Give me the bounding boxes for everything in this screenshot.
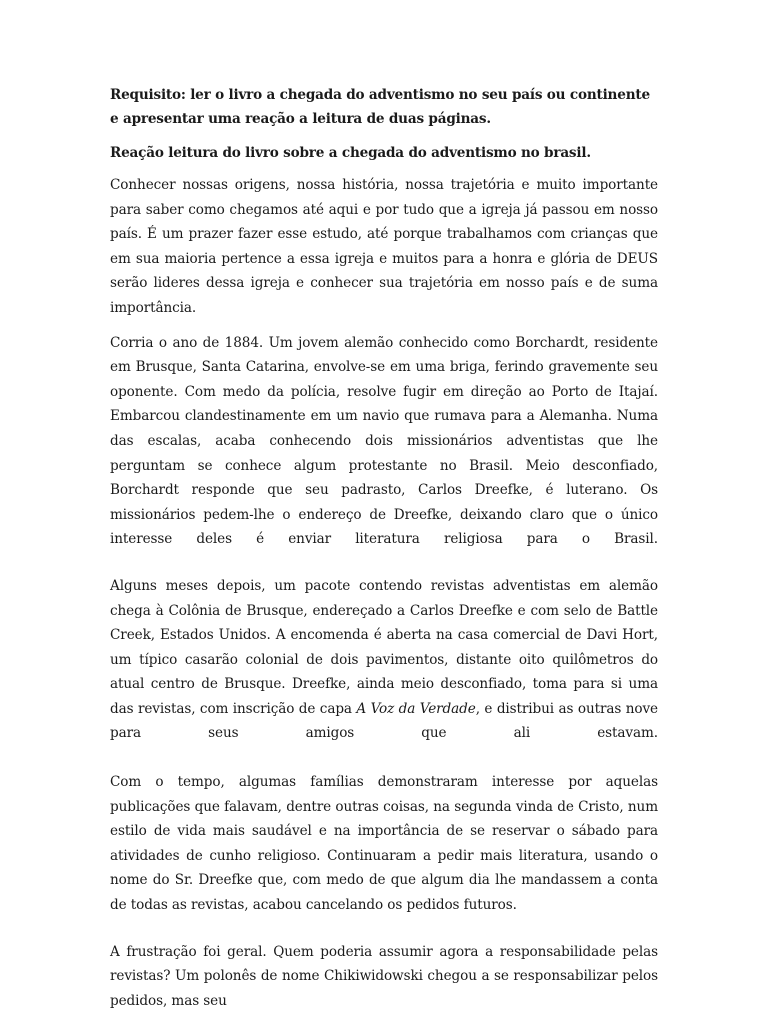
requirement-heading: Requisito: ler o livro a chegada do adventismo no seu país ou continente e apresentar uma reação a leitura de duas páginas.	[110, 87, 650, 127]
paragraph-package-text-end: , e distribui as outras nove para seus amigos que ali estavam.	[110, 700, 658, 742]
reaction-title: Reação leitura do livro sobre a chegada do adventismo no brasil.	[110, 145, 591, 161]
magazine-title: A Voz da Verdade	[356, 700, 476, 717]
document-page	[110, 83, 658, 1023]
paragraph-1884: Corria o ano de 1884. Um jovem alemão conhecido como Borchardt, residente em Brusque, Santa Catarina, envolve-se em uma briga, ferindo gravemente seu oponente. Com medo da polícia, resolve fugir em direção ao Porto de Itajaí. Embarcou clandestinamente em um navio que rumava para a Alemanha. Numa das escalas, acaba conhecendo dois missionários adventistas que lhe perguntam se conhece algum protestante no Brasil. Meio desconfiado, Borchardt responde que seu padrasto, Carlos Dreefke, é luterano. Os missionários pedem-lhe o endereço de Dreefke, deixando claro que o único interesse deles é enviar literatura religiosa para o Brasil.	[110, 334, 658, 548]
paragraph-families: Com o tempo, algumas famílias demonstraram interesse por aquelas publicações que falavam, dentre outras coisas, na segunda vinda de Cristo, num estilo de vida mais saudável e na importância de se reservar o sábado para atividades de cunho religioso. Continuaram a pedir mais literatura, usando o nome do Sr. Dreefke que, com medo de que algum dia lhe mandassem a conta de todas as revistas, acabou cancelando os pedidos futuros.	[110, 774, 658, 914]
paragraph-package-text-start: Alguns meses depois, um pacote contendo revistas adventistas em alemão chega à Colônia de Brusque, endereçado a Carlos Dreefke e com selo de Battle Creek, Estados Unidos. A encomenda é aberta na casa comercial de Davi Hort, um típico casarão colonial de dois pavimentos, distante oito quilômetros do atual centro de Brusque. Dreefke, ainda meio desconfiado, toma para si uma das revistas, com inscrição de capa	[110, 577, 658, 717]
paragraph-intro: Conhecer nossas origens, nossa história, nossa trajetória e muito importante para saber como chegamos até aqui e por tudo que a igreja já passou em nosso país. É um prazer fazer esse estudo, até porque trabalhamos com crianças que em sua maioria pertence a essa igreja e muitos para a honra e glória de DEUS serão lideres dessa igreja e conhecer sua trajetória em nosso país e de suma importância.	[110, 177, 658, 316]
paragraph-package	[110, 574, 658, 746]
paragraph-frustration: A frustração foi geral. Quem poderia assumir agora a responsabilidade pelas revistas? Um polonês de nome Chikiwidowski chegou a se responsabilizar pelos pedidos, mas seu	[110, 943, 658, 1009]
